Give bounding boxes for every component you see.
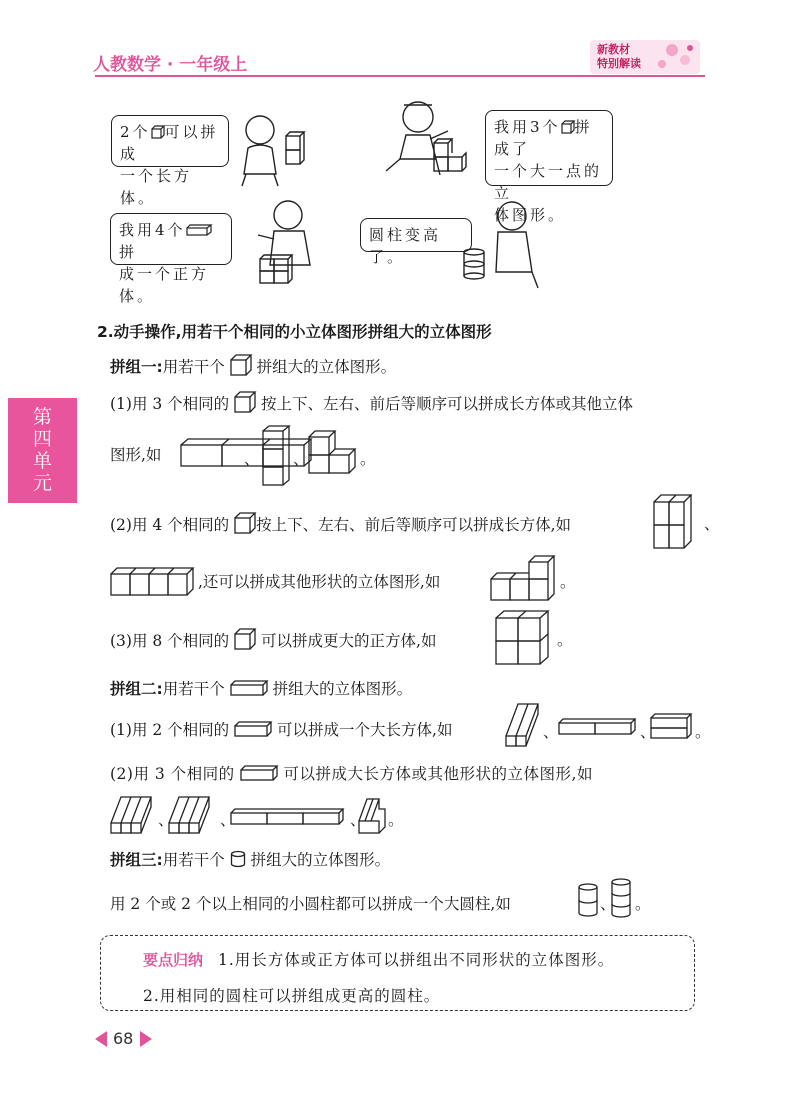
separator: 、 bbox=[600, 895, 616, 913]
eight-cubes-figure bbox=[495, 610, 551, 666]
four-cubes-row-figure bbox=[110, 567, 192, 597]
group2-item1 bbox=[110, 718, 452, 740]
text: (1)用 3 个相同的 bbox=[110, 395, 230, 413]
bubble-text: 成一个正方体。 bbox=[119, 265, 210, 305]
group1-intro bbox=[110, 354, 396, 377]
period: 。 bbox=[695, 723, 711, 741]
badge-line-1: 新教材 bbox=[597, 43, 630, 56]
cuboid-icon bbox=[234, 721, 272, 737]
period: 。 bbox=[388, 811, 404, 829]
cuboids-mixed-figure bbox=[358, 795, 388, 835]
separator: 、 bbox=[220, 811, 236, 829]
cube-icon bbox=[234, 628, 256, 650]
bubble-text: 拼成了 bbox=[494, 118, 593, 158]
header-title: 人教数学 · 一年级上 bbox=[93, 55, 248, 75]
group2-label: 拼组二: bbox=[110, 680, 163, 698]
speech-bubble-4 bbox=[360, 218, 472, 266]
text: 用若干个 bbox=[162, 680, 225, 698]
bubble-text: 2个 bbox=[120, 123, 151, 141]
cuboid-icon bbox=[186, 224, 212, 236]
three-cuboids-long-figure bbox=[230, 808, 350, 826]
two-cuboids-long-figure bbox=[558, 718, 638, 736]
two-cuboids-upright-figure bbox=[505, 702, 541, 748]
text: 按上下、左右、前后等顺序可以拼成长方体,如 bbox=[256, 516, 572, 534]
question-title: 2.动手操作,用若干个相同的小立体图形拼组大的立体图形 bbox=[97, 323, 492, 341]
four-cubes-column-figure bbox=[653, 494, 693, 550]
side-tab-char: 四 bbox=[32, 428, 52, 450]
text: 拼组大的立体图形。 bbox=[250, 851, 391, 869]
speech-bubble-2 bbox=[485, 110, 613, 224]
group1-item1-examples bbox=[110, 443, 161, 465]
cube-icon bbox=[561, 120, 575, 134]
bubble-text: 我用3个 bbox=[494, 118, 561, 136]
cuboid-icon bbox=[230, 680, 268, 696]
speech-bubble-3 bbox=[110, 213, 232, 305]
cuboid-icon bbox=[240, 765, 278, 781]
bubble-text: 圆柱变高了。 bbox=[369, 226, 442, 266]
badge-line-2: 特别解读 bbox=[597, 57, 641, 70]
period: 。 bbox=[557, 631, 573, 649]
text: 1.用长方体或正方体可以拼组出不同形状的立体图形。 bbox=[217, 951, 615, 969]
group1-label: 拼组一: bbox=[110, 358, 163, 376]
bubble-text: 一个大一点的立 bbox=[494, 162, 603, 202]
separator: 、 bbox=[704, 515, 720, 533]
group1-item2-cont: ,还可以拼成其他形状的立体图形,如 bbox=[198, 573, 441, 591]
text: (2)用 3 个相同的 bbox=[110, 765, 235, 783]
cube-icon bbox=[234, 512, 256, 534]
side-tab-char: 元 bbox=[32, 472, 52, 494]
child-illustration-2 bbox=[378, 95, 478, 190]
side-tab-char: 单 bbox=[32, 450, 52, 472]
text: 用若干个 bbox=[162, 358, 225, 376]
child-illustration-1 bbox=[240, 108, 310, 188]
side-tab-char: 第 bbox=[32, 406, 52, 428]
speech-bubble-1 bbox=[111, 115, 229, 207]
two-cuboids-stacked-figure bbox=[650, 713, 694, 741]
text: 按上下、左右、前后等顺序可以拼成长方体或其他立体 bbox=[261, 395, 634, 413]
bubble-text: 一个长方体。 bbox=[120, 167, 193, 207]
prev-page-arrow[interactable] bbox=[95, 1031, 107, 1047]
separator: 、 bbox=[158, 811, 174, 829]
text: 可以拼成一个大长方体,如 bbox=[277, 721, 453, 739]
flower-icon bbox=[666, 44, 678, 56]
text: (2)用 4 个相同的 bbox=[110, 516, 230, 534]
group2-item2 bbox=[110, 762, 593, 784]
period: 。 bbox=[360, 450, 376, 468]
text: 图形,如 bbox=[110, 446, 162, 464]
unit-side-tab bbox=[8, 398, 77, 503]
two-cylinders-figure bbox=[577, 883, 599, 917]
cylinder-icon bbox=[230, 850, 246, 868]
bubble-text: 体图形。 bbox=[494, 206, 567, 224]
three-cubes-stack-figure bbox=[262, 425, 292, 487]
summary-title: 要点归纳 bbox=[143, 951, 204, 969]
group3-label: 拼组三: bbox=[110, 851, 163, 869]
next-page-arrow[interactable] bbox=[140, 1031, 152, 1047]
child-illustration-4 bbox=[460, 192, 550, 292]
l-shape-cubes-figure bbox=[308, 430, 358, 476]
bubble-text: 可以拼成 bbox=[120, 123, 219, 163]
group3-intro bbox=[110, 848, 390, 870]
text: 用若干个 bbox=[162, 851, 225, 869]
group2-intro bbox=[110, 677, 412, 699]
cube-icon bbox=[151, 125, 165, 139]
separator: 、 bbox=[244, 450, 260, 468]
separator: 、 bbox=[293, 450, 309, 468]
stepped-cubes-figure bbox=[490, 555, 554, 603]
text: 可以拼成大长方体或其他形状的立体图形,如 bbox=[283, 765, 593, 783]
three-cylinders-figure bbox=[610, 878, 632, 918]
bubble-text: 我用4个 bbox=[119, 221, 186, 239]
group1-item1 bbox=[110, 391, 633, 414]
period: 。 bbox=[560, 573, 576, 591]
separator: 、 bbox=[350, 811, 366, 829]
summary-line-2: 2.用相同的圆柱可以拼组成更高的圆柱。 bbox=[143, 987, 441, 1005]
group3-item1: 用 2 个或 2 个以上相同的小圆柱都可以拼成一个大圆柱,如 bbox=[110, 895, 511, 913]
separator: 、 bbox=[640, 723, 656, 741]
cube-icon bbox=[230, 354, 252, 376]
three-cuboids-upright-figure bbox=[110, 795, 160, 835]
text: 可以拼成更大的正方体,如 bbox=[261, 632, 437, 650]
period: 。 bbox=[635, 895, 651, 913]
page-number: 68 bbox=[113, 1029, 134, 1048]
bubble-text: 拼 bbox=[119, 243, 138, 261]
group1-item3 bbox=[110, 628, 436, 651]
child-illustration-3 bbox=[250, 195, 330, 295]
cube-icon bbox=[234, 391, 256, 413]
summary-line-1 bbox=[143, 948, 614, 970]
text: 拼组大的立体图形。 bbox=[256, 358, 397, 376]
badge-text bbox=[597, 43, 641, 71]
text: (3)用 8 个相同的 bbox=[110, 632, 230, 650]
group1-item2 bbox=[110, 512, 571, 535]
header-divider bbox=[95, 75, 705, 77]
text: 拼组大的立体图形。 bbox=[272, 680, 413, 698]
three-cuboids-upright-figure-2 bbox=[168, 795, 218, 835]
text: (1)用 2 个相同的 bbox=[110, 721, 230, 739]
separator: 、 bbox=[543, 723, 559, 741]
